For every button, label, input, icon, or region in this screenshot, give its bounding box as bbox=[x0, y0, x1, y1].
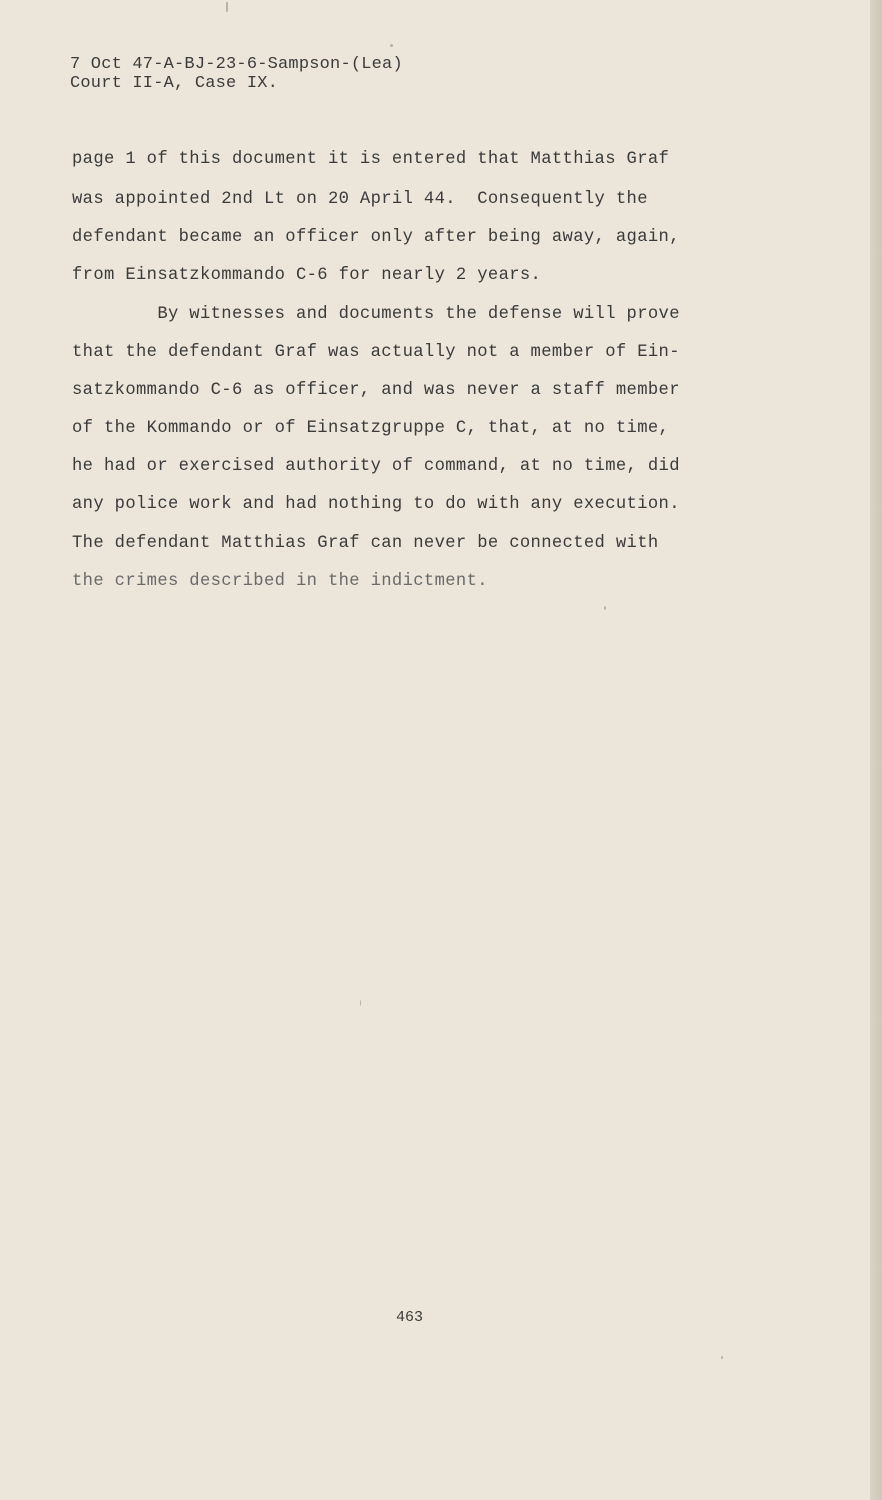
body-line: he had or exercised authority of command, at no time, did bbox=[72, 457, 680, 476]
body-line: satzkommando C-6 as officer, and was never a staff member bbox=[72, 381, 680, 400]
body-line: the crimes described in the indictment. bbox=[72, 572, 488, 591]
header-reference-line: 7 Oct 47-A-BJ-23-6-Sampson-(Lea) bbox=[70, 55, 403, 74]
body-line: page 1 of this document it is entered that Matthias Graf bbox=[72, 150, 670, 169]
body-line: defendant became an officer only after being away, again, bbox=[72, 228, 680, 247]
body-line: that the defendant Graf was actually not a member of Ein- bbox=[72, 343, 680, 362]
page-edge bbox=[870, 0, 882, 1500]
header-court-line: Court II-A, Case IX. bbox=[70, 74, 279, 93]
body-line: was appointed 2nd Lt on 20 April 44. Consequently the bbox=[72, 190, 648, 209]
page-number: 463 bbox=[396, 1309, 424, 1326]
body-line: from Einsatzkommando C-6 for nearly 2 years. bbox=[72, 266, 542, 285]
body-line: The defendant Matthias Graf can never be connected with bbox=[72, 534, 659, 553]
body-line: By witnesses and documents the defense will prove bbox=[72, 305, 680, 324]
body-line: of the Kommando or of Einsatzgruppe C, that, at no time, bbox=[72, 419, 670, 438]
body-line: any police work and had nothing to do with any execution. bbox=[72, 495, 680, 514]
document-header bbox=[70, 55, 403, 93]
